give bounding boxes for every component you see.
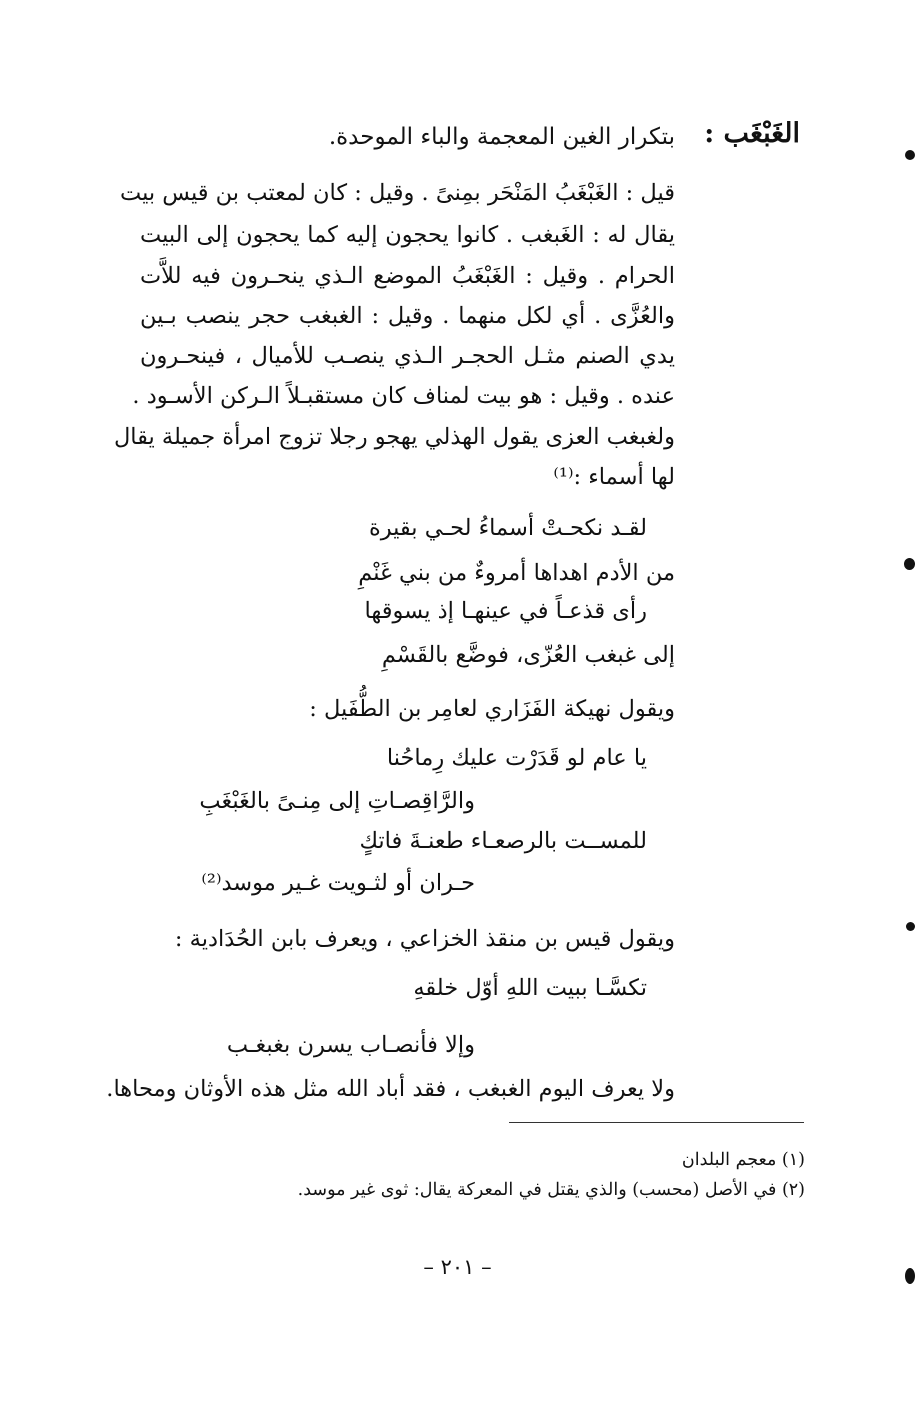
body-line: والعُزَّى . أي لكل منهما . وقيل : الغبغب حجر ينصب بـين — [140, 303, 675, 329]
body-line: يقال له : الغَبغب . كانوا يحجون إليه كما يحجون إلى البيت — [140, 222, 675, 248]
poem-intro: ويقول نهيكة الفَزَاري لعامِر بن الطُّفَيل : — [309, 696, 675, 722]
verse-line: والرَّاقِصـاتِ إلى مِنـىً بالغَبْغَبِ — [199, 788, 475, 814]
body-line: لها أسماء :⁽¹⁾ — [553, 464, 675, 490]
verse-line: للمســت بالرصعـاء طعنـةَ فاتكٍ — [359, 828, 647, 854]
verse-line: رأى قذعـاً في عينهـا إذ يسوقها — [364, 598, 647, 624]
verse-line: إلى غبغب العُزّى، فوضَّع بالقَسْمِ — [381, 642, 675, 668]
entry-term: الغَبْغَب : — [704, 118, 800, 149]
page-number: – ٢٠١ – — [423, 1255, 492, 1279]
body-line: عنده . وقيل : هو بيت لمناف كان مستقبـلاً الـركن الأسـود . — [132, 383, 675, 409]
scan-edge-mark — [905, 150, 915, 160]
body-line: يدي الصنم مثـل الحجـر الـذي ينصـب للأميال ، فينحـرون — [140, 343, 675, 369]
entry-description: بتكرار الغين المعجمة والباء الموحدة. — [328, 124, 675, 150]
poem-intro: ويقول قيس بن منقذ الخزاعي ، ويعرف بابن الحُدَادية : — [174, 926, 675, 952]
footnote-divider — [509, 1122, 804, 1123]
verse-line: لقـد نكحـتْ أسماءُ لحـي بقيرة — [368, 515, 647, 541]
verse-line: تكسَّـا ببيت اللهِ أوّل خلقهِ — [413, 975, 647, 1001]
verse-line: يا عام لو قَدَرْت عليك رِماحُنا — [386, 745, 647, 771]
scan-edge-mark — [906, 922, 915, 931]
verse-line: وإلا فأنصـاب يسرن بغبغـب — [226, 1032, 475, 1058]
body-line: قيل : الغَبْغَبُ المَنْحَر بمِنىً . وقيل : كان لمعتب بن قيس بيت — [120, 180, 675, 206]
footnote: (٢) في الأصل (محسب) والذي يقتل في المعركة يقال: ثوى غير موسد. — [297, 1180, 805, 1200]
body-line: ولغبغب العزى يقول الهذلي يهجو رجلا تزوج امرأة جميلة يقال — [113, 424, 675, 450]
footnote: (١) معجم البلدان — [681, 1150, 805, 1170]
scan-edge-mark — [904, 558, 915, 570]
closing-line: ولا يعرف اليوم الغبغب ، فقد أباد الله مثل هذه الأوثان ومحاها. — [106, 1076, 675, 1102]
verse-line: من الأدم اهداها أمروءٌ من بني غَنْمِ — [358, 560, 675, 586]
scan-edge-mark — [905, 1268, 915, 1284]
verse-line: حـران أو لثـويت غـير موسد⁽²⁾ — [201, 870, 475, 896]
body-line: الحرام . وقيل : الغَبْغَبُ الموضع الـذي ينحـرون فيه للاَّت — [140, 263, 675, 289]
